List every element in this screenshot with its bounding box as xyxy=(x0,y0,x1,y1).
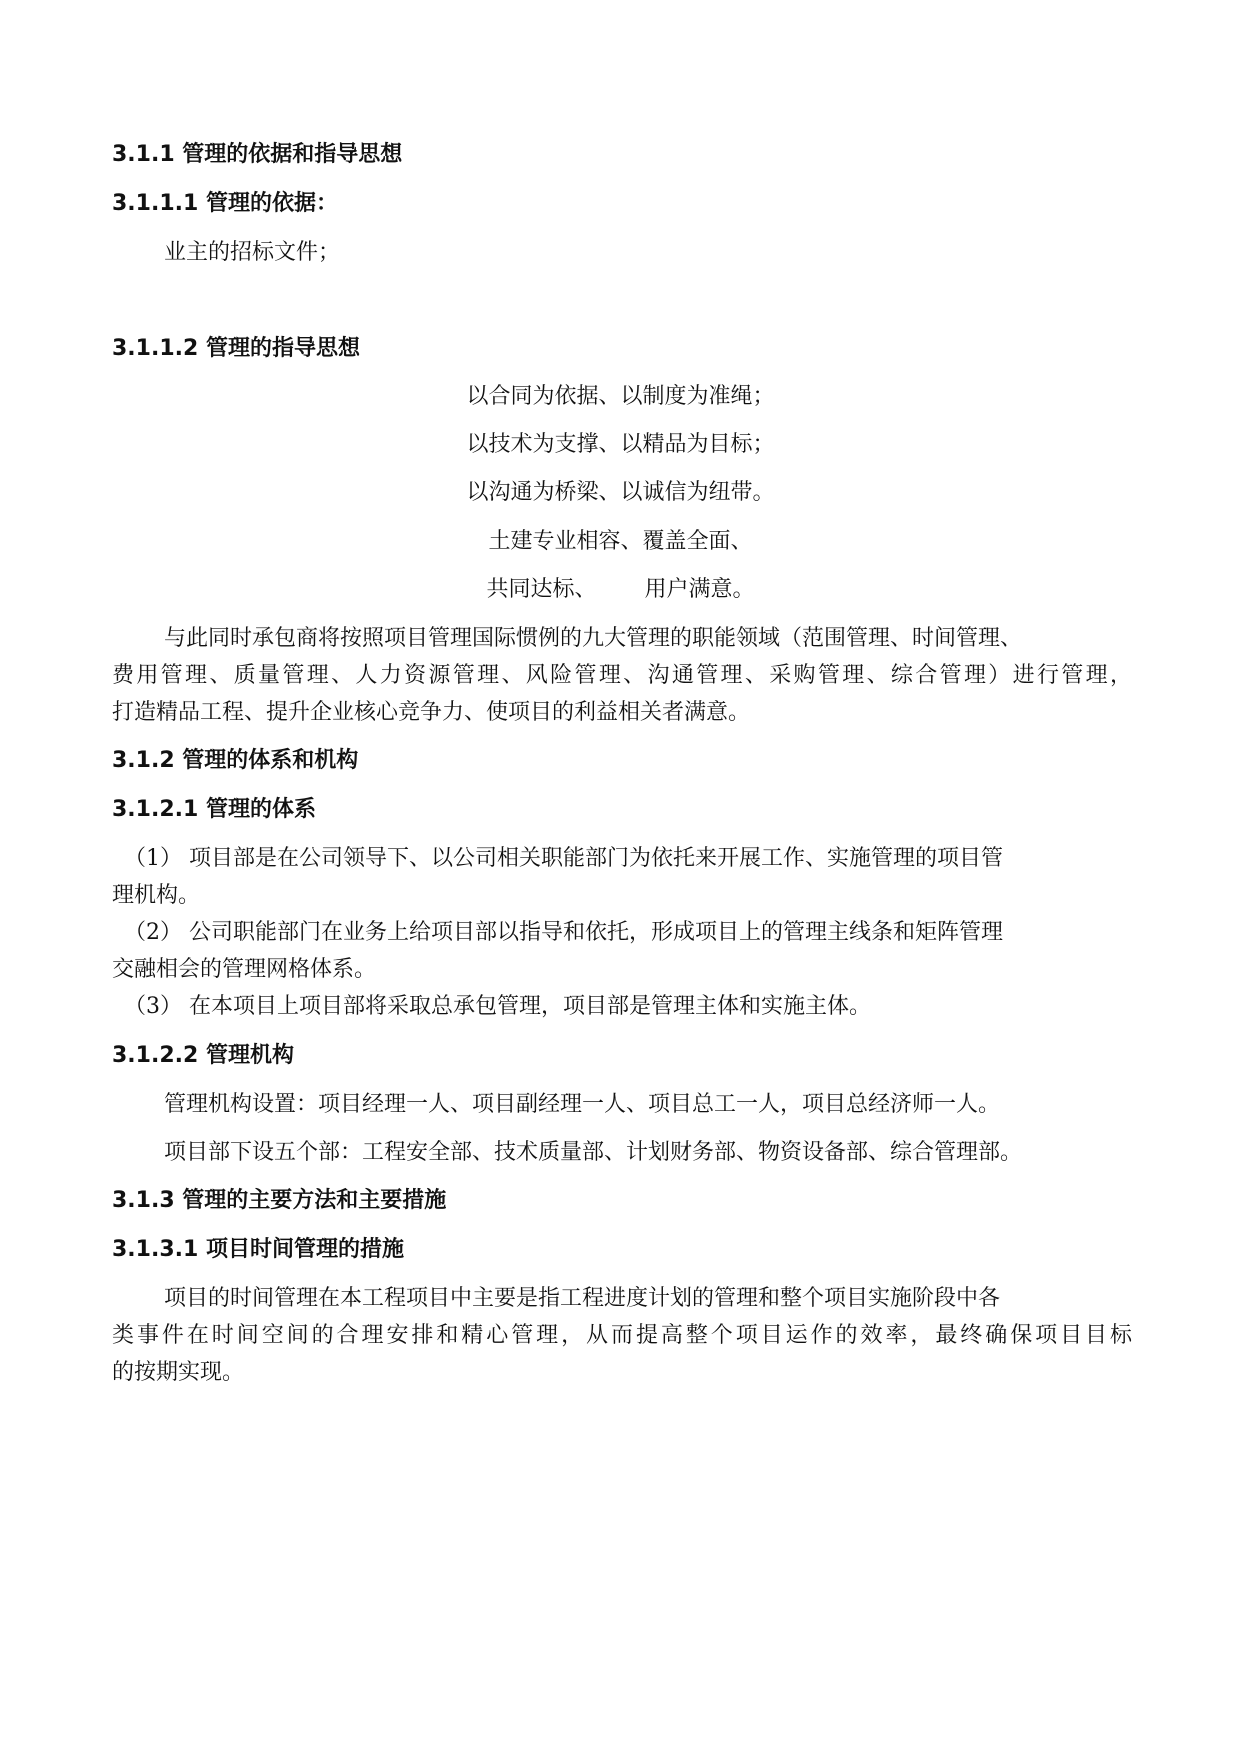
heading-3-1-1: 3.1.1 管理的依据和指导思想 xyxy=(112,142,403,167)
system-item-2-line-1: （2） 公司职能部门在业务上给项目部以指导和依托，形成项目上的管理主线条和矩阵管理 xyxy=(124,920,1003,945)
org-line-2: 项目部下设五个部：工程安全部、技术质量部、计划财务部、物资设备部、综合管理部。 xyxy=(164,1140,1023,1165)
system-item-3: （3） 在本项目上项目部将采取总承包管理，项目部是管理主体和实施主体。 xyxy=(124,994,871,1019)
system-item-2-line-2: 交融相会的管理网格体系。 xyxy=(112,957,377,982)
heading-3-1-1-1: 3.1.1.1 管理的依据： xyxy=(112,191,338,216)
guiding-line-4: 土建专业相容、覆盖全面、 xyxy=(488,529,753,554)
time-line-2: 类事件在时间空间的合理安排和精心管理，从而提高整个项目运作的效率，最终确保项目目标 xyxy=(112,1323,1132,1348)
heading-3-1-3: 3.1.3 管理的主要方法和主要措施 xyxy=(112,1188,447,1213)
para1-line-1: 与此同时承包商将按照项目管理国际惯例的九大管理的职能领域（范围管理、时间管理、 xyxy=(164,626,1023,651)
heading-3-1-2-2: 3.1.2.2 管理机构 xyxy=(112,1043,294,1068)
basis-line: 业主的招标文件； xyxy=(164,240,341,265)
time-line-1: 项目的时间管理在本工程项目中主要是指工程进度计划的管理和整个项目实施阶段中各 xyxy=(164,1286,1001,1311)
para1-line-2: 费用管理、质量管理、人力资源管理、风险管理、沟通管理、采购管理、综合管理）进行管理， xyxy=(112,663,1132,688)
heading-3-1-2-1: 3.1.2.1 管理的体系 xyxy=(112,797,316,822)
guiding-line-1: 以合同为依据、以制度为准绳； xyxy=(466,384,775,409)
guiding-line-5 xyxy=(0,579,1241,601)
org-line-1: 管理机构设置：项目经理一人、项目副经理一人、项目总工一人，项目总经济师一人。 xyxy=(164,1092,1001,1117)
system-item-1-line-1: （1） 项目部是在公司领导下、以公司相关职能部门为依托来开展工作、实施管理的项目管 xyxy=(124,846,1003,871)
guiding-line-5-part-b: 用户满意。 xyxy=(644,577,755,602)
guiding-line-3: 以沟通为桥梁、以诚信为纽带。 xyxy=(466,480,775,505)
guiding-line-5-part-a: 共同达标、 xyxy=(486,577,597,602)
heading-3-1-3-1: 3.1.3.1 项目时间管理的措施 xyxy=(112,1237,404,1262)
system-item-1-line-2: 理机构。 xyxy=(112,883,201,908)
heading-3-1-2: 3.1.2 管理的体系和机构 xyxy=(112,748,359,773)
heading-3-1-1-2: 3.1.1.2 管理的指导思想 xyxy=(112,336,360,361)
time-line-3: 的按期实现。 xyxy=(112,1360,245,1385)
guiding-line-2: 以技术为支撑、以精品为目标； xyxy=(466,432,775,457)
para1-line-3: 打造精品工程、提升企业核心竞争力、使项目的利益相关者满意。 xyxy=(112,700,751,725)
